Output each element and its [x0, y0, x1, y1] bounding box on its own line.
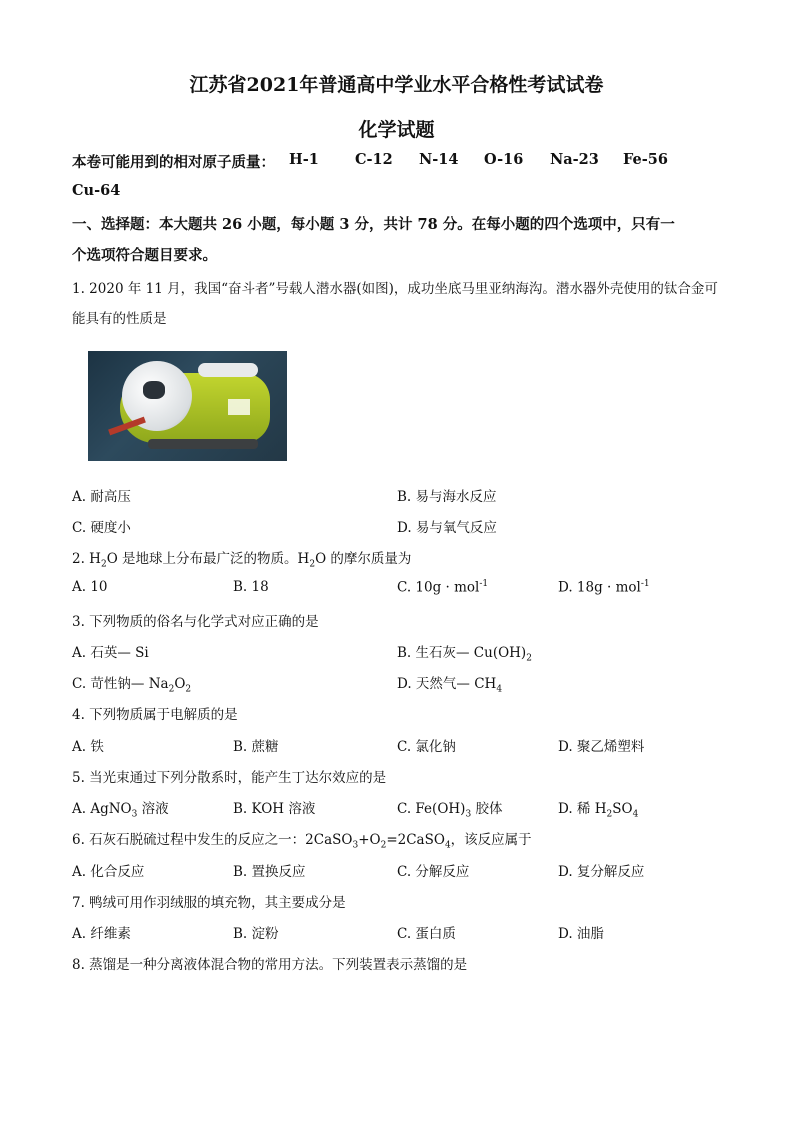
- q6-option-b[interactable]: B. 置换反应: [233, 864, 306, 880]
- question-1-line1: 1. 2020 年 11 月，我国“奋斗者”号载人潜水器(如图)，成功坐底马里亚纳海沟。潜水器外壳使用的钛合金可: [72, 281, 718, 297]
- q7-option-c[interactable]: C. 蛋白质: [397, 926, 456, 942]
- question-4: 4. 下列物质属于电解质的是: [72, 707, 238, 723]
- q4-option-b[interactable]: B. 蔗糖: [233, 739, 279, 755]
- atomic-mass-cu: Cu-64: [72, 182, 121, 199]
- q2-option-b[interactable]: B. 18: [233, 579, 269, 595]
- q4-option-a[interactable]: A. 铁: [72, 739, 104, 755]
- question-7: 7. 鸭绒可用作羽绒服的填充物，其主要成分是: [72, 895, 346, 911]
- q5-option-c[interactable]: C. $Fe(OH)_3$ 胶体: [397, 801, 503, 820]
- submersible-photo: [88, 351, 287, 461]
- q1-option-d[interactable]: D. 易与氧气反应: [397, 520, 497, 536]
- section-heading-line2: 个选项符合题目要求。: [72, 247, 217, 264]
- q7-option-b[interactable]: B. 淀粉: [233, 926, 279, 942]
- exam-subtitle: 化学试题: [358, 119, 435, 141]
- atomic-mass-fe: Fe-56: [623, 151, 668, 168]
- q6-option-c[interactable]: C. 分解反应: [397, 864, 470, 880]
- q1-option-c[interactable]: C. 硬度小: [72, 520, 131, 536]
- atomic-mass-na: Na-23: [550, 151, 599, 168]
- atomic-mass-c: C-12: [355, 151, 393, 168]
- q3-option-b[interactable]: B. 生石灰— $Cu(OH)_2$: [397, 645, 532, 664]
- atomic-mass-h: H-1: [289, 151, 319, 168]
- q2-option-d[interactable]: D. 18g · mol$^{-1}$: [558, 579, 650, 596]
- question-8: 8. 蒸馏是一种分离液体混合物的常用方法。下列装置表示蒸馏的是: [72, 957, 468, 973]
- atomic-mass-label: 本卷可能用到的相对原子质量：: [72, 154, 275, 171]
- question-2: 2. $H_2O$ 是地球上分布最广泛的物质。$H_2O$ 的摩尔质量为: [72, 551, 412, 570]
- q1-option-b[interactable]: B. 易与海水反应: [397, 489, 497, 505]
- q6-option-d[interactable]: D. 复分解反应: [558, 864, 645, 880]
- q3-option-c[interactable]: C. 苛性钠— $Na_2O_2$: [72, 676, 192, 695]
- q7-option-d[interactable]: D. 油脂: [558, 926, 604, 942]
- q2-option-a[interactable]: A. 10: [72, 579, 108, 595]
- question-1-line2: 能具有的性质是: [72, 311, 167, 327]
- q4-option-d[interactable]: D. 聚乙烯塑料: [558, 739, 645, 755]
- q7-option-a[interactable]: A. 纤维素: [72, 926, 131, 942]
- exam-title: 江苏省2021年普通高中学业水平合格性考试试卷: [189, 74, 604, 96]
- q4-option-c[interactable]: C. 氯化钠: [397, 739, 456, 755]
- q3-option-a[interactable]: A. 石英— Si: [72, 645, 149, 661]
- question-5: 5. 当光束通过下列分散系时，能产生丁达尔效应的是: [72, 770, 387, 786]
- q6-option-a[interactable]: A. 化合反应: [72, 864, 145, 880]
- q5-option-b[interactable]: B. KOH 溶液: [233, 801, 316, 817]
- q3-option-d[interactable]: D. 天然气— $CH_4$: [397, 676, 503, 695]
- atomic-mass-n: N-14: [419, 151, 459, 168]
- atomic-mass-o: O-16: [484, 151, 524, 168]
- q5-option-a[interactable]: A. AgNO$_3$ 溶液: [72, 801, 169, 820]
- question-6: 6. 石灰石脱硫过程中发生的反应之一：$2CaSO_3+O_2=2CaSO_4$，该反应属于: [72, 832, 532, 851]
- question-3: 3. 下列物质的俗名与化学式对应正确的是: [72, 614, 319, 630]
- q1-option-a[interactable]: A. 耐高压: [72, 489, 131, 505]
- q2-option-c[interactable]: C. 10g · mol$^{-1}$: [397, 579, 489, 596]
- q5-option-d[interactable]: D. 稀 $H_2SO_4$: [558, 801, 639, 820]
- section-heading-line1: 一、选择题：本大题共 26 小题，每小题 3 分，共计 78 分。在每小题的四个选项中，只有一: [72, 216, 675, 233]
